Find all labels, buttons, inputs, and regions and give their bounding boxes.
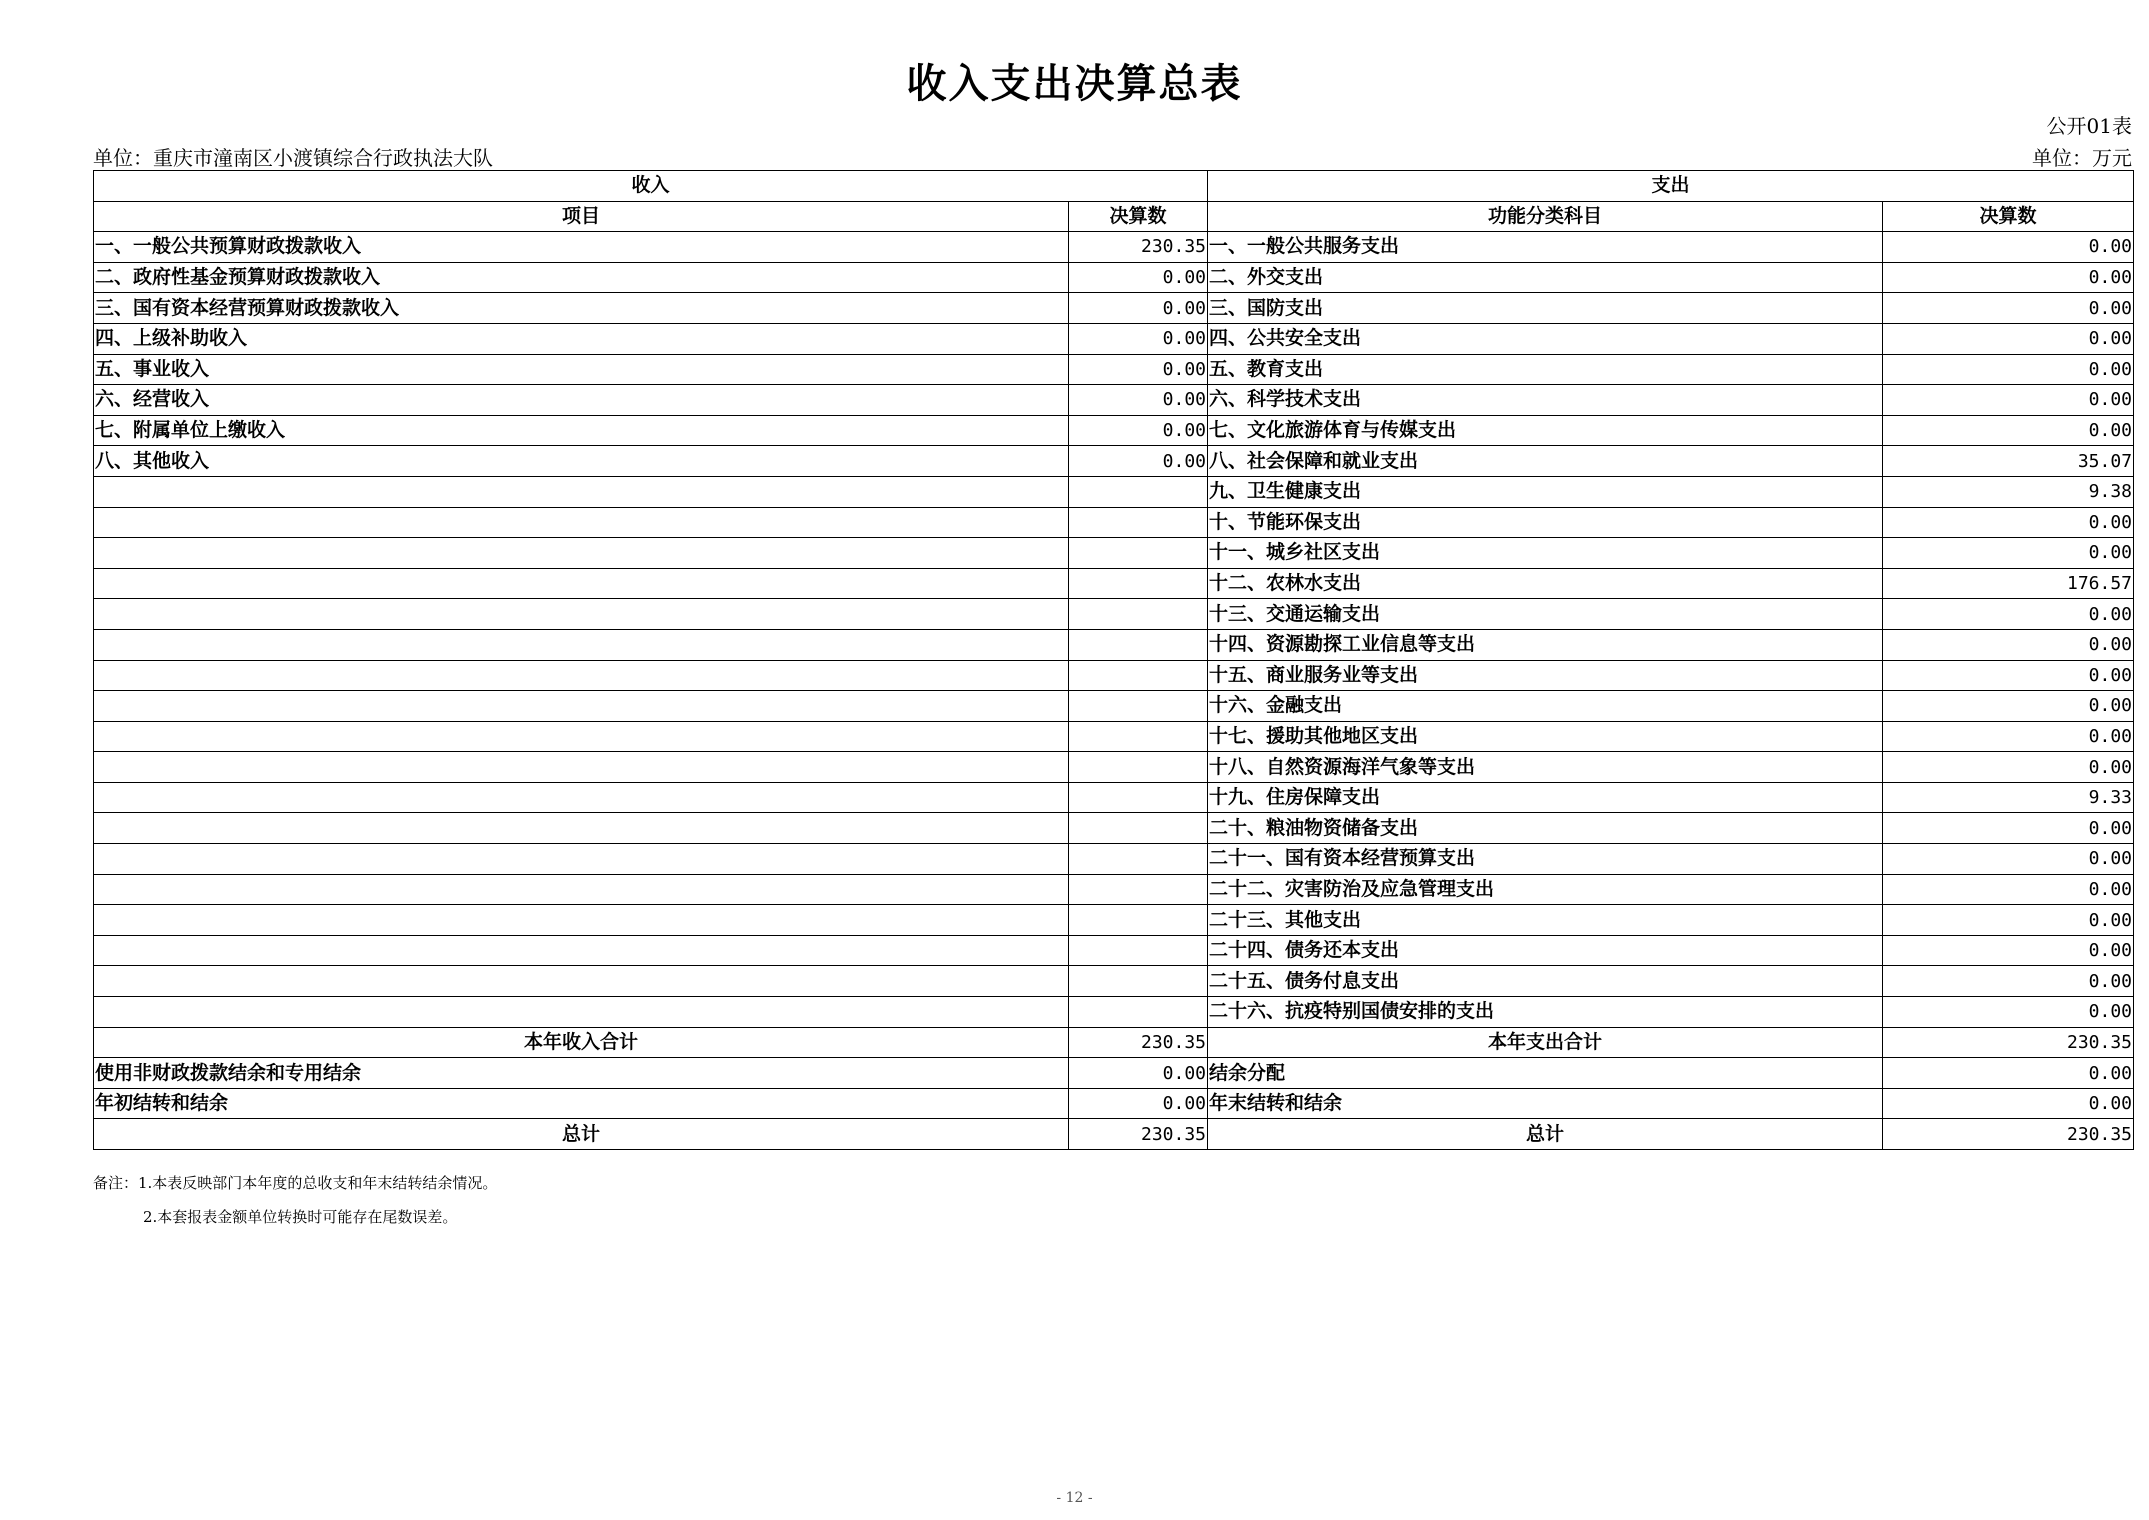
notes (93, 1166, 497, 1234)
expense-item-value: 0.00 (1883, 813, 2134, 844)
income-item-label (94, 935, 1069, 966)
end-carryover-label: 年末结转和结余 (1208, 1088, 1883, 1119)
expense-item-value: 0.00 (1883, 874, 2134, 905)
income-item-label (94, 813, 1069, 844)
income-item-value (1069, 966, 1208, 997)
table-row (94, 538, 2134, 569)
table-row (94, 813, 2134, 844)
income-item-label: 三、国有资本经营预算财政拨款收入 (94, 293, 1069, 324)
table-row (94, 232, 2134, 263)
income-item-value (1069, 476, 1208, 507)
income-item-label (94, 476, 1069, 507)
note-2: 2.本套报表金额单位转换时可能存在尾数误差。 (143, 1208, 458, 1226)
table-row (94, 599, 2134, 630)
summary-row (94, 1088, 2134, 1119)
income-expense-table (93, 170, 2134, 1150)
expense-item-label: 六、科学技术支出 (1208, 385, 1883, 416)
expense-item-value: 0.00 (1883, 844, 2134, 875)
expense-item-label: 十八、自然资源海洋气象等支出 (1208, 752, 1883, 783)
expense-item-label: 八、社会保障和就业支出 (1208, 446, 1883, 477)
expense-item-value: 176.57 (1883, 568, 2134, 599)
table-row (94, 844, 2134, 875)
income-item-label: 八、其他收入 (94, 446, 1069, 477)
income-item-label: 七、附属单位上缴收入 (94, 415, 1069, 446)
table-row (94, 691, 2134, 722)
begin-carryover-value: 0.00 (1069, 1088, 1208, 1119)
expense-item-value: 0.00 (1883, 752, 2134, 783)
expense-item-value: 0.00 (1883, 354, 2134, 385)
form-number: 公开01表 (2046, 114, 2132, 138)
income-item-label: 一、一般公共预算财政拨款收入 (94, 232, 1069, 263)
table-row (94, 262, 2134, 293)
grand-total-income-label: 总计 (94, 1119, 1069, 1150)
surplus-distribution-label: 结余分配 (1208, 1058, 1883, 1089)
page-title: 收入支出决算总表 (906, 61, 1243, 107)
expense-item-value: 0.00 (1883, 323, 2134, 354)
page-number: - 12 - (1056, 1490, 1093, 1506)
expense-item-label: 一、一般公共服务支出 (1208, 232, 1883, 263)
income-item-label: 六、经营收入 (94, 385, 1069, 416)
function-item-column-header: 功能分类科目 (1208, 201, 1883, 232)
end-carryover-value: 0.00 (1883, 1088, 2134, 1119)
expense-item-label: 十四、资源勘探工业信息等支出 (1208, 629, 1883, 660)
income-section-header: 收入 (94, 171, 1208, 202)
expense-item-label: 三、国防支出 (1208, 293, 1883, 324)
expense-item-label: 五、教育支出 (1208, 354, 1883, 385)
income-item-label (94, 874, 1069, 905)
begin-carryover-label: 年初结转和结余 (94, 1088, 1069, 1119)
income-item-value (1069, 905, 1208, 936)
expense-item-value: 0.00 (1883, 507, 2134, 538)
year-income-total-value: 230.35 (1069, 1027, 1208, 1058)
table-row (94, 446, 2134, 477)
expense-item-label: 十七、援助其他地区支出 (1208, 721, 1883, 752)
expense-item-value: 0.00 (1883, 538, 2134, 569)
table-row (94, 905, 2134, 936)
expense-item-label: 二十五、债务付息支出 (1208, 966, 1883, 997)
amount2-column-header: 决算数 (1883, 201, 2134, 232)
item-column-header: 项目 (94, 201, 1069, 232)
income-item-label (94, 660, 1069, 691)
table-row (94, 752, 2134, 783)
expense-item-value: 0.00 (1883, 721, 2134, 752)
table-row (94, 966, 2134, 997)
expense-item-value: 0.00 (1883, 262, 2134, 293)
expense-item-label: 二十四、债务还本支出 (1208, 935, 1883, 966)
grand-total-income-value: 230.35 (1069, 1119, 1208, 1150)
expense-item-label: 十、节能环保支出 (1208, 507, 1883, 538)
summary-row (94, 1058, 2134, 1089)
income-item-value (1069, 844, 1208, 875)
table-row (94, 507, 2134, 538)
income-item-value: 0.00 (1069, 415, 1208, 446)
income-item-value (1069, 538, 1208, 569)
amount-column-header: 决算数 (1069, 201, 1208, 232)
column-header-row (94, 201, 2134, 232)
non-fiscal-balance-label: 使用非财政拨款结余和专用结余 (94, 1058, 1069, 1089)
year-expense-total-label: 本年支出合计 (1208, 1027, 1883, 1058)
expense-item-label: 十一、城乡社区支出 (1208, 538, 1883, 569)
expense-item-label: 四、公共安全支出 (1208, 323, 1883, 354)
expense-item-label: 二十二、灾害防治及应急管理支出 (1208, 874, 1883, 905)
income-item-value (1069, 691, 1208, 722)
expense-item-label: 九、卫生健康支出 (1208, 476, 1883, 507)
expense-item-label: 七、文化旅游体育与传媒支出 (1208, 415, 1883, 446)
income-item-value (1069, 507, 1208, 538)
note-1: 备注：1.本表反映部门本年度的总收支和年末结转结余情况。 (93, 1174, 498, 1192)
expense-item-value: 0.00 (1883, 599, 2134, 630)
income-item-value: 0.00 (1069, 354, 1208, 385)
surplus-distribution-value: 0.00 (1883, 1058, 2134, 1089)
summary-row (94, 1119, 2134, 1150)
income-item-value (1069, 782, 1208, 813)
table-row (94, 935, 2134, 966)
income-item-value (1069, 874, 1208, 905)
table-row (94, 385, 2134, 416)
expense-item-label: 二、外交支出 (1208, 262, 1883, 293)
table-row (94, 354, 2134, 385)
table-row (94, 568, 2134, 599)
table-row (94, 293, 2134, 324)
income-item-label (94, 629, 1069, 660)
expense-item-value: 0.00 (1883, 629, 2134, 660)
income-item-label (94, 691, 1069, 722)
income-item-label: 五、事业收入 (94, 354, 1069, 385)
grand-total-expense-label: 总计 (1208, 1119, 1883, 1150)
table-row (94, 415, 2134, 446)
expense-item-label: 二十六、抗疫特别国债安排的支出 (1208, 997, 1883, 1028)
expense-item-value: 9.33 (1883, 782, 2134, 813)
unit-currency: 单位：万元 (2032, 146, 2132, 170)
expense-item-label: 十五、商业服务业等支出 (1208, 660, 1883, 691)
income-item-label: 二、政府性基金预算财政拨款收入 (94, 262, 1069, 293)
expense-item-value: 0.00 (1883, 966, 2134, 997)
income-item-label (94, 538, 1069, 569)
expense-item-value: 0.00 (1883, 691, 2134, 722)
income-item-value: 0.00 (1069, 446, 1208, 477)
table-row (94, 660, 2134, 691)
income-item-label (94, 844, 1069, 875)
income-item-value: 230.35 (1069, 232, 1208, 263)
expense-item-value: 0.00 (1883, 997, 2134, 1028)
income-item-value (1069, 752, 1208, 783)
expense-item-value: 0.00 (1883, 415, 2134, 446)
expense-item-value: 0.00 (1883, 385, 2134, 416)
table-row (94, 323, 2134, 354)
expense-item-label: 二十一、国有资本经营预算支出 (1208, 844, 1883, 875)
income-item-value (1069, 568, 1208, 599)
income-item-value: 0.00 (1069, 323, 1208, 354)
income-item-label (94, 905, 1069, 936)
income-item-label (94, 782, 1069, 813)
grand-total-expense-value: 230.35 (1883, 1119, 2134, 1150)
income-item-value: 0.00 (1069, 262, 1208, 293)
income-item-value (1069, 721, 1208, 752)
income-item-value (1069, 813, 1208, 844)
table-row (94, 782, 2134, 813)
income-item-value (1069, 997, 1208, 1028)
expense-section-header: 支出 (1208, 171, 2134, 202)
table-row (94, 997, 2134, 1028)
income-item-label (94, 966, 1069, 997)
income-item-label (94, 599, 1069, 630)
income-item-value: 0.00 (1069, 385, 1208, 416)
income-item-value (1069, 599, 1208, 630)
year-income-total-label: 本年收入合计 (94, 1027, 1069, 1058)
table-row (94, 476, 2134, 507)
income-item-label (94, 721, 1069, 752)
expense-item-value: 0.00 (1883, 660, 2134, 691)
expense-item-label: 十九、住房保障支出 (1208, 782, 1883, 813)
income-item-label (94, 568, 1069, 599)
expense-item-value: 0.00 (1883, 905, 2134, 936)
expense-item-value: 0.00 (1883, 935, 2134, 966)
income-item-label: 四、上级补助收入 (94, 323, 1069, 354)
income-item-label (94, 507, 1069, 538)
expense-item-value: 35.07 (1883, 446, 2134, 477)
expense-item-value: 0.00 (1883, 293, 2134, 324)
table-body (94, 171, 2134, 1150)
non-fiscal-balance-value: 0.00 (1069, 1058, 1208, 1089)
income-item-label (94, 752, 1069, 783)
unit-name: 单位：重庆市潼南区小渡镇综合行政执法大队 (93, 146, 493, 170)
expense-item-label: 十三、交通运输支出 (1208, 599, 1883, 630)
expense-item-label: 二十、粮油物资储备支出 (1208, 813, 1883, 844)
table-row (94, 721, 2134, 752)
income-item-value (1069, 935, 1208, 966)
expense-item-label: 十二、农林水支出 (1208, 568, 1883, 599)
income-item-label (94, 997, 1069, 1028)
income-item-value (1069, 629, 1208, 660)
section-header-row (94, 171, 2134, 202)
expense-item-value: 0.00 (1883, 232, 2134, 263)
table-row (94, 874, 2134, 905)
expense-item-label: 十六、金融支出 (1208, 691, 1883, 722)
expense-item-label: 二十三、其他支出 (1208, 905, 1883, 936)
income-item-value (1069, 660, 1208, 691)
income-item-value: 0.00 (1069, 293, 1208, 324)
table-row (94, 629, 2134, 660)
year-expense-total-value: 230.35 (1883, 1027, 2134, 1058)
expense-item-value: 9.38 (1883, 476, 2134, 507)
summary-row (94, 1027, 2134, 1058)
